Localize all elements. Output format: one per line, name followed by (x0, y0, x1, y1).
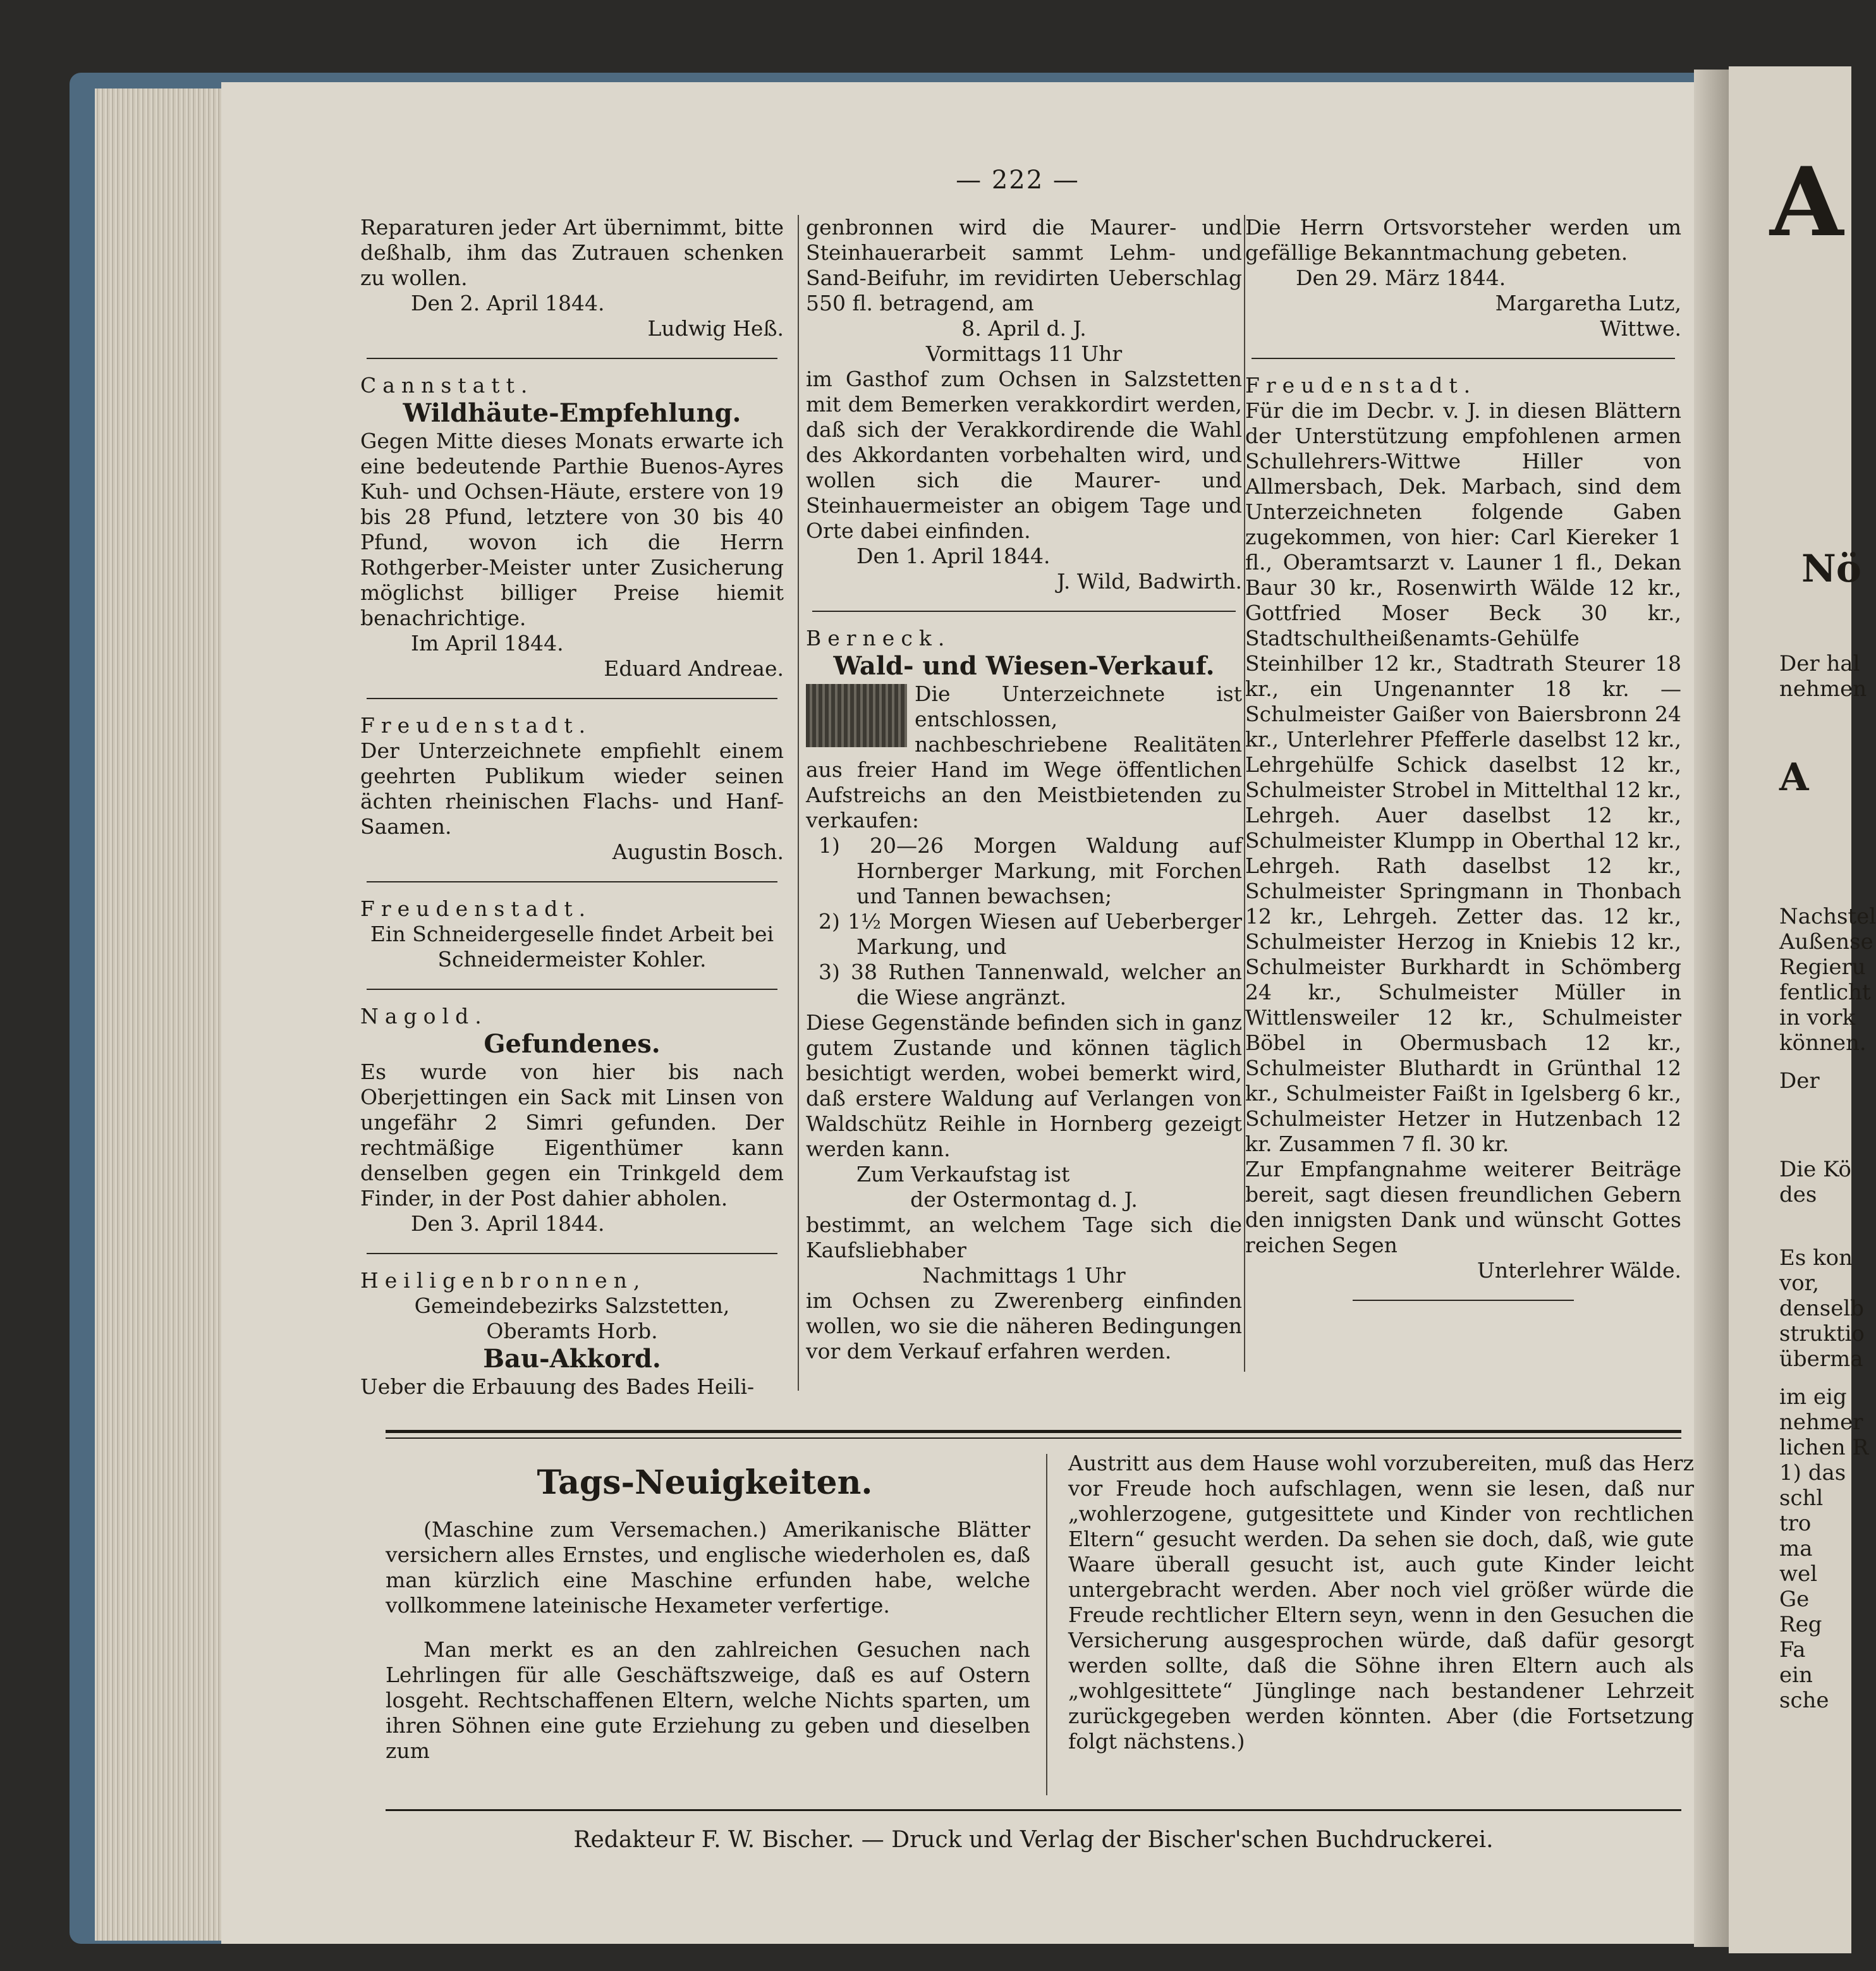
centered-line: Gemeindebezirks Salzstetten, (414, 1293, 730, 1318)
place-heading: Freudenstadt. (360, 896, 592, 921)
facing-page-line: lichen R (1779, 1435, 1869, 1460)
centered-line: 8. April d. J. (961, 316, 1087, 341)
column-divider-1 (798, 215, 799, 1391)
facing-page-line: 1) das (1779, 1460, 1846, 1486)
notice-paragraph: Reparaturen jeder Art übernimmt, bitte deßhalb, ihm das Zutrauen schenken zu wollen. (360, 215, 784, 290)
facing-page-line: Fa (1779, 1637, 1806, 1663)
separator-rule (367, 358, 777, 359)
column-2 (806, 215, 1242, 1364)
notice-paragraph: Es wurde von hier bis nach Oberjettingen ein Sack mit Linsen von ungefähr 2 Simri gefunden. Der rechtmäßige Eigenthümer kann denselben gegen ein Trinkgeld dem Finder, in der Post dahier abholen. (360, 1059, 784, 1211)
centered-line: der Ostermontag d. J. (910, 1187, 1138, 1212)
imprint-footer: Redakteur F. W. Bischer. — Druck und Verlag der Bischer'schen Buchdruckerei. (573, 1827, 1494, 1853)
facing-page-line: Der (1779, 1068, 1820, 1094)
centered-line: Oberamts Horb. (486, 1319, 658, 1343)
section-rule-top (386, 1430, 1681, 1433)
notice-headline: Wald- und Wiesen-Verkauf. (833, 651, 1215, 681)
facing-page-line: struktio (1779, 1321, 1865, 1346)
notice-paragraph: Die Unterzeichnete ist entschlossen, nachbeschriebene Realitäten aus freier Hand im Wege öffentlichen Aufstreichs an den Meistbietenden zu verkaufen: (806, 681, 1242, 833)
facing-page-initial: A (1770, 147, 1844, 258)
notice-paragraph: Diese Gegenstände befinden sich in ganz gutem Zustande und können täglich besichtigt werden, wobei bemerkt wird, daß erstere Waldung auf Verlangen von Waldschütz Reihle in Hornberg gezeigt werden kann. (806, 1010, 1242, 1161)
facing-page-line: Nö (1801, 547, 1861, 591)
place-heading: Nagold. (360, 1004, 488, 1028)
facing-page-line: nehmer (1779, 1410, 1863, 1435)
facing-page-line: Regieru (1779, 955, 1866, 980)
date-line: Zum Verkaufstag ist (856, 1162, 1070, 1187)
place-heading: Heiligenbronnen, (360, 1268, 647, 1293)
news-column-divider (1046, 1454, 1047, 1795)
news-paragraph: Austritt aus dem Hause wohl vorzubereiten, muß das Herz vor Freude hoch aufschlagen, wenn sie lesen, daß nur „wohlerzogene, gutgesittete und Kinder von rechtlichen Eltern“ gesucht werden. Da sehen sie doch, daß, wie gute Waare überall gesucht ist, auch gute Kinder leicht untergebracht werden. Aber noch viel größer würde die Freude rechtlicher Eltern seyn, wenn in den Gesuchen die Versicherung ausgesprochen würde, daß dafür gesorgt werden sollte, daß die Söhne ihren Eltern auch als „wohlgesittete“ Jünglinge nach bestandener Lehrzeit zurückgegeben werden könnten. Aber (die Fortsetzung folgt nächstens.) (1068, 1451, 1694, 1754)
facing-page-line: A (1779, 755, 1809, 800)
facing-page-line: Ge (1779, 1587, 1810, 1612)
facing-page-line: schl (1779, 1486, 1824, 1511)
facing-page-line: Die Kö (1779, 1157, 1852, 1182)
section-rule-bottom (386, 1809, 1681, 1811)
facing-page-line: des (1779, 1182, 1817, 1207)
list-wrapper (806, 909, 1242, 960)
news-column-right (1068, 1451, 1694, 1754)
notice-paragraph: im Ochsen zu Zwerenberg einfinden wollen, wo sie die näheren Bedingungen vor dem Verkauf erfahren werden. (806, 1288, 1242, 1364)
facing-page-line: wel (1779, 1561, 1818, 1587)
column-divider-2 (1244, 215, 1245, 1372)
list-item: 3) 38 Ruthen Tannenwald, welcher an die Wiese angränzt. (819, 960, 1242, 1010)
column-3 (1245, 215, 1681, 1315)
facing-page-line: tro (1779, 1511, 1812, 1536)
notice-paragraph: Der Unterzeichnete empfiehlt einem geehrten Publikum wieder seinen ächten rheinischen Flachs- und Hanf-Saamen. (360, 738, 784, 839)
facing-page-line: ein (1779, 1663, 1813, 1688)
separator-rule (1252, 358, 1675, 359)
notice-paragraph: Für die im Decbr. v. J. in diesen Blättern der Unterstützung empfohlenen armen Schullehrers-Wittwe Hiller von Allmersbach, Dek. Marbach, sind dem Unterzeichneten folgende Gaben zugekommen, von hier: Carl Kiereker 1 fl., Oberamtsarzt v. Launer 1 fl., Dekan Baur 30 kr., Rosenwirth Wälde 12 kr., Gottfried Moser Beck 30 kr., Stadtschultheißenamts-Gehülfe Steinhilber 12 kr., Stadtrath Steurer 18 kr., ein Ungenannter 18 kr. — Schulmeister Gaißer von Baiersbronn 24 kr., Unterlehrer Pfefferle daselbst 12 kr., Lehrgehülfe Schick daselbst 12 kr., Schulmeister Strobel in Mittelthal 12 kr., Lehrgeh. Auer daselbst 12 kr., Schulmeister Klumpp in Oberthal 12 kr., Lehrgeh. Rath daselbst 12 kr., Schulmeister Springmann in Thonbach 12 kr., Lehrgeh. Zetter das. 12 kr., Schulmeister Herzog in Kniebis 12 kr., Schulmeister Burkhardt in Schömberg 24 kr., Schulmeister Müller in Wittlensweiler 12 kr., Schulmeister Böbel in Obermusbach 12 kr., Schulmeister Bluthardt in Grünthal 12 kr., Schulmeister Faißt in Igelsberg 6 kr., Schulmeister Hetzer in Hutzenbach 12 kr. Zusammen 7 fl. 30 kr. (1245, 398, 1681, 1156)
place-heading: Cannstatt. (360, 373, 534, 398)
list-item: 2) 1½ Morgen Wiesen auf Ueberberger Markung, und (819, 909, 1242, 959)
date-line: Den 2. April 1844. (411, 291, 605, 315)
date-line: Den 3. April 1844. (411, 1211, 605, 1236)
notice-headline: Wildhäute-Empfehlung. (403, 398, 741, 428)
separator-rule (367, 881, 777, 882)
separator-rule (1353, 1300, 1574, 1301)
page-gutter-shadow (1694, 70, 1732, 1947)
facing-page-line: Nachstel (1779, 904, 1876, 929)
notice-paragraph: Ueber die Erbauung des Bades Heili- (360, 1374, 755, 1399)
facing-page-line: fentlicht (1779, 980, 1871, 1005)
date-line: Im April 1844. (411, 631, 564, 656)
list-wrapper (806, 960, 1242, 1010)
woodcut-forest-image (806, 684, 907, 747)
signature: Eduard Andreae. (604, 656, 784, 681)
facing-page-line: können. (1779, 1030, 1867, 1056)
facing-page-line: nehmen (1779, 676, 1867, 702)
list-wrapper (806, 833, 1242, 909)
facing-page-line: Außense (1779, 929, 1873, 955)
separator-rule (367, 989, 777, 990)
column-1 (360, 215, 784, 1400)
notice-paragraph: Die Herrn Ortsvorsteher werden um gefällige Bekanntmachung gebeten. (1245, 215, 1681, 265)
signature: Wittwe. (1600, 316, 1681, 341)
facing-page-line: Reg (1779, 1612, 1822, 1637)
date-line: Den 29. März 1844. (1296, 265, 1506, 290)
page-edges (95, 88, 228, 1941)
notice-paragraph: Gegen Mitte dieses Monats erwarte ich eine bedeutende Parthie Buenos-Ayres Kuh- und Ochsen-Häute, erstere von 19 bis 28 Pfund, letztere von 30 bis 40 Pfund, wovon ich die Herrn Rothgerber-Meister unter Zusicherung möglichst billiger Preise hiemit benachrichtige. (360, 429, 784, 630)
notice-paragraph: genbronnen wird die Maurer- und Steinhauerarbeit sammt Lehm- und Sand-Beifuhr, im revidirten Ueberschlag 550 fl. betragend, am (806, 215, 1242, 315)
notice-paragraph: im Gasthof zum Ochsen in Salzstetten mit dem Bemerken verakkordirt werden, daß sich der Verakkordirende die Wahl des Akkordanten vorbehalten wird, und wollen sich die Maurer- und Steinhauermeister an obigem Tage und Orte dabei einfinden. (806, 367, 1242, 543)
section-rule-top-thin (386, 1437, 1681, 1439)
signature: Unterlehrer Wälde. (1477, 1258, 1681, 1283)
centered-line: Ein Schneidergeselle findet Arbeit bei Schneidermeister Kohler. (370, 922, 774, 972)
centered-line: Nachmittags 1 Uhr (922, 1263, 1126, 1288)
list-item: 1) 20—26 Morgen Waldung auf Hornberger Markung, mit Forchen und Tannen bewachsen; (819, 833, 1242, 908)
facing-page-line: in vork (1779, 1005, 1856, 1030)
facing-page-line: vor, (1779, 1271, 1820, 1296)
signature: J. Wild, Badwirth. (1057, 569, 1242, 594)
news-column-left (386, 1517, 1030, 1764)
date-line: Den 1. April 1844. (856, 544, 1051, 568)
facing-page-line: im eig (1779, 1384, 1847, 1410)
facing-page-line: Es kon (1779, 1245, 1853, 1271)
facing-page-line: denselb (1779, 1296, 1864, 1321)
news-title: Tags-Neuigkeiten. (537, 1463, 873, 1502)
news-paragraph: (Maschine zum Versemachen.) Amerikanische Blätter versichern alles Ernstes, und englische wiederholen es, daß man kürzlich eine Maschine erfunden habe, welche vollkommene lateinische Hexameter verfertige. (386, 1517, 1030, 1618)
signature: Margaretha Lutz, (1495, 291, 1681, 315)
news-paragraph: Man merkt es an den zahlreichen Gesuchen nach Lehrlingen für alle Geschäftszweige, daß es auf Ostern losgeht. Rechtschaffenen Eltern, welche Nichts sparten, um ihren Söhnen eine gute Erziehung zu geben und dieselben zum (386, 1637, 1030, 1763)
place-heading: Berneck. (806, 626, 951, 650)
separator-rule (367, 698, 777, 699)
place-heading: Freudenstadt. (360, 713, 592, 738)
notice-paragraph: bestimmt, an welchem Tage sich die Kaufsliebhaber (806, 1212, 1242, 1262)
separator-rule (812, 611, 1236, 612)
signature: Ludwig Heß. (647, 316, 784, 341)
notice-headline: Gefundenes. (484, 1029, 661, 1059)
facing-page-line: überma (1779, 1346, 1863, 1372)
page-number: — 222 — (956, 166, 1080, 195)
centered-line: Vormittags 11 Uhr (925, 341, 1123, 366)
place-heading: Freudenstadt. (1245, 373, 1477, 398)
facing-page-line: ma (1779, 1536, 1813, 1561)
notice-headline: Bau-Akkord. (483, 1344, 661, 1374)
signature: Augustin Bosch. (612, 839, 784, 864)
separator-rule (367, 1253, 777, 1254)
facing-page-line: sche (1779, 1688, 1829, 1713)
facing-page-line: Der hal (1779, 651, 1860, 676)
notice-paragraph: Zur Empfangnahme weiterer Beiträge bereit, sagt diesen freundlichen Gebern den innigsten Dank und wünscht Gottes reichen Segen (1245, 1157, 1681, 1257)
